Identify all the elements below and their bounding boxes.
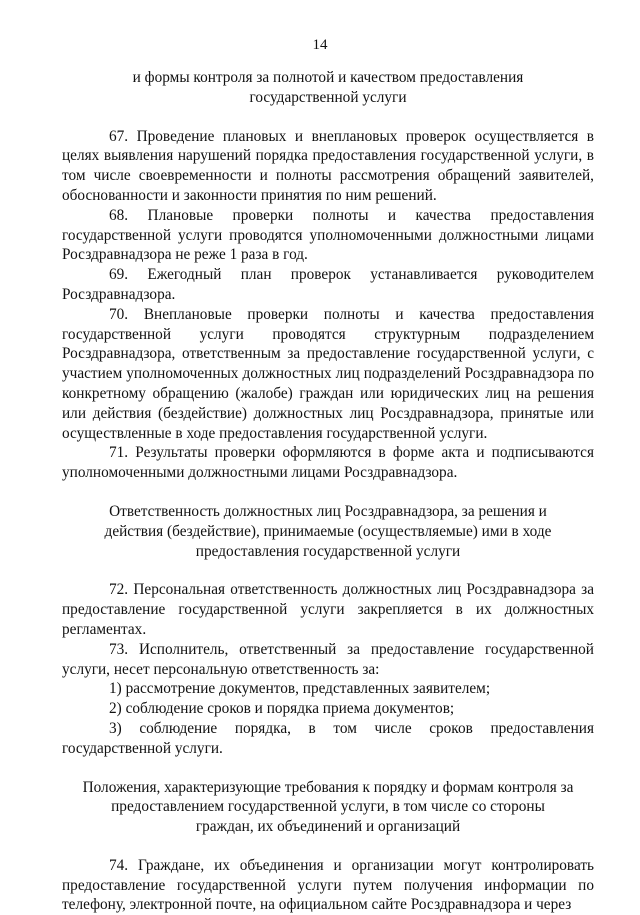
- paragraph-71: 71. Результаты проверки оформляются в форме акта и подписываются уполномоченными должностными лицами Росздравнадзора.: [62, 444, 594, 482]
- list-item-3: 3) соблюдение порядка, в том числе сроков предоставления государственной услуги.: [62, 719, 594, 757]
- paragraph-68: 68. Плановые проверки полноты и качества предоставления государственной услуги проводятся уполномоченными должностными лицами Росздравнадзора не реже 1 раза в год.: [62, 206, 594, 264]
- section-heading-responsibility: Ответственность должностных лиц Росздравнадзора, за решения и действия (бездействие), принимаемые (осуществляемые) ими в ходе предоставления государственной услуги: [104, 502, 552, 560]
- paragraph-73: 73. Исполнитель, ответственный за предоставление государственной услуги, несет персональную ответственность за:: [62, 640, 594, 678]
- page-number: 14: [312, 37, 328, 53]
- document-content: [62, 68, 594, 915]
- paragraph-74: 74. Граждане, их объединения и организации могут контролировать предоставление государственной услуги путем получения информации по телефону, электронной почте, на официальном сайте Росздравнадзора и через: [62, 856, 594, 914]
- paragraph-67: 67. Проведение плановых и внеплановых проверок осуществляется в целях выявления нарушений порядка предоставления государственной услуги, в том числе своевременности и полноты рассмотрения обращений заявителей, обоснованности и законности принятия по ним решений.: [62, 127, 594, 204]
- paragraph-69: 69. Ежегодный план проверок устанавливается руководителем Росздравнадзора.: [62, 266, 594, 303]
- paragraph-72: 72. Персональная ответственность должностных лиц Росздравнадзора за предоставление государственной услуги закрепляется в их должностных регламентах.: [62, 581, 594, 638]
- section-heading-control-forms: и формы контроля за полнотой и качеством предоставления государственной услуги: [132, 69, 524, 106]
- section-heading-citizen-control: Положения, характеризующие требования к порядку и формам контроля за предоставлением государственной услуги, в том числе со стороны граждан, их объединений и организаций: [82, 778, 574, 836]
- paragraph-70: 70. Внеплановые проверки полноты и качества предоставления государственной услуги проводятся структурным подразделением Росздравнадзора, ответственным за предоставление государственной услуги, с участием уполномоченных должностных лиц подразделений Росздравнадзора по конкретному обращению (жалобе) граждан или юридических лиц на решения или действия (бездействие) должностных лиц Росздравнадзора, принятые или осуществленные в ходе предоставления государственной услуги.: [62, 305, 594, 442]
- list-item-2: 2) соблюдение сроков и порядка приема документов;: [109, 700, 455, 718]
- list-item-1: 1) рассмотрение документов, представленных заявителем;: [109, 680, 491, 698]
